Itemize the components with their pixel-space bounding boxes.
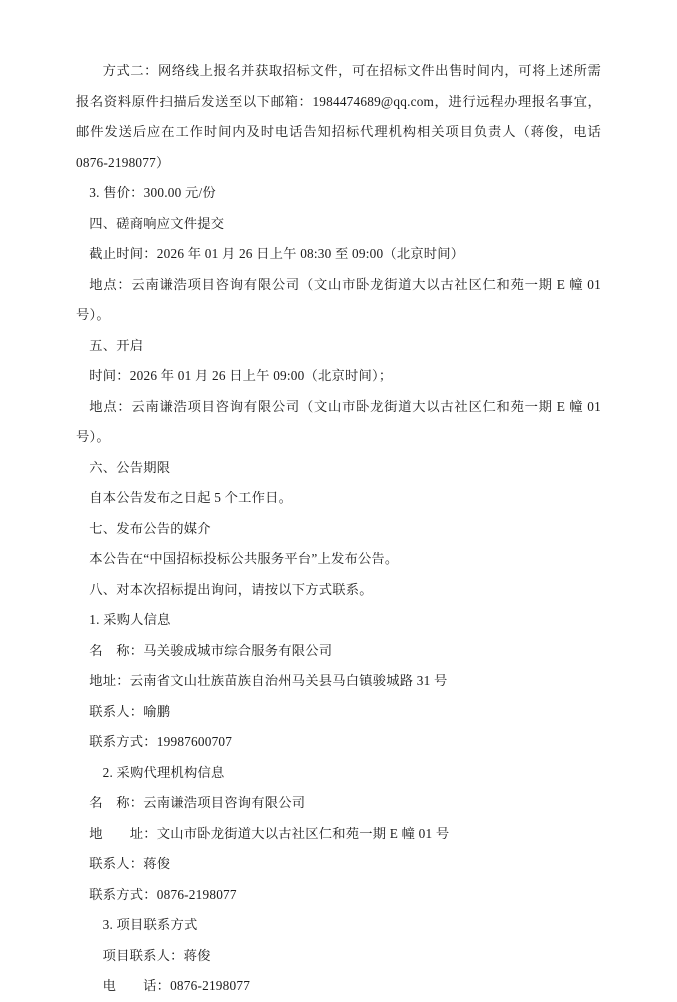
agency-name: 名 称：云南谦浩项目咨询有限公司 bbox=[89, 795, 306, 810]
purchaser-address: 地址：云南省文山壮族苗族自治州马关县马白镇骏城路 31 号 bbox=[89, 673, 448, 688]
paragraph-announcement-period: 自本公告发布之日起 5 个工作日。 bbox=[89, 490, 293, 505]
heading-section-seven: 七、发布公告的媒介 bbox=[89, 520, 211, 536]
heading-section-eight: 八、对本次招标提出询问，请按以下方式联系。 bbox=[89, 581, 373, 597]
heading-section-five: 五、开启 bbox=[89, 337, 144, 353]
project-contact-phone: 电 话：0876-2198077 bbox=[102, 978, 251, 993]
heading-project-contact: 3. 项目联系方式 bbox=[102, 917, 198, 932]
purchaser-contact-person: 联系人：喻鹏 bbox=[89, 703, 171, 719]
purchaser-contact-phone: 联系方式：19987600707 bbox=[89, 734, 233, 749]
document-body bbox=[76, 56, 605, 1002]
agency-contact-person: 联系人：蒋俊 bbox=[89, 856, 171, 871]
paragraph-submission-deadline: 截止时间：2026 年 01 月 26 日上午 08:30 至 09:00（北京时间） bbox=[89, 246, 465, 261]
paragraph-registration-method-two: 方式二：网络线上报名并获取招标文件，可在招标文件出售时间内，可将上述所需报名资料原件扫描后发送至以下邮箱：1984474689@qq.com，进行远程办理报名事宜，邮件发送后应在工作时间内及时电话告知招标代理机构相关项目负责人（蒋俊，电话 0876-2198077） bbox=[76, 63, 605, 170]
agency-address: 地 址：文山市卧龙街道大以古社区仁和苑一期 E 幢 01 号 bbox=[89, 825, 450, 841]
project-contact-person: 项目联系人：蒋俊 bbox=[102, 947, 211, 963]
heading-section-six: 六、公告期限 bbox=[89, 459, 171, 475]
paragraph-price: 3. 售价：300.00 元/份 bbox=[89, 185, 216, 200]
heading-purchaser-info: 1. 采购人信息 bbox=[89, 612, 171, 627]
paragraph-opening-time: 时间：2026 年 01 月 26 日上午 09:00（北京时间）； bbox=[89, 368, 393, 383]
paragraph-opening-location: 地点：云南谦浩项目咨询有限公司（文山市卧龙街道大以古社区仁和苑一期 E 幢 01 号）。 bbox=[76, 398, 605, 444]
agency-contact-phone: 联系方式：0876-2198077 bbox=[89, 886, 237, 902]
paragraph-submission-location: 地点：云南谦浩项目咨询有限公司（文山市卧龙街道大以古社区仁和苑一期 E 幢 01 号）。 bbox=[76, 276, 605, 322]
purchaser-name: 名 称：马关骏成城市综合服务有限公司 bbox=[89, 642, 333, 658]
heading-section-four: 四、磋商响应文件提交 bbox=[89, 215, 225, 231]
paragraph-announcement-media: 本公告在“中国招标投标公共服务平台”上发布公告。 bbox=[89, 551, 399, 566]
heading-agency-info: 2. 采购代理机构信息 bbox=[102, 764, 225, 780]
